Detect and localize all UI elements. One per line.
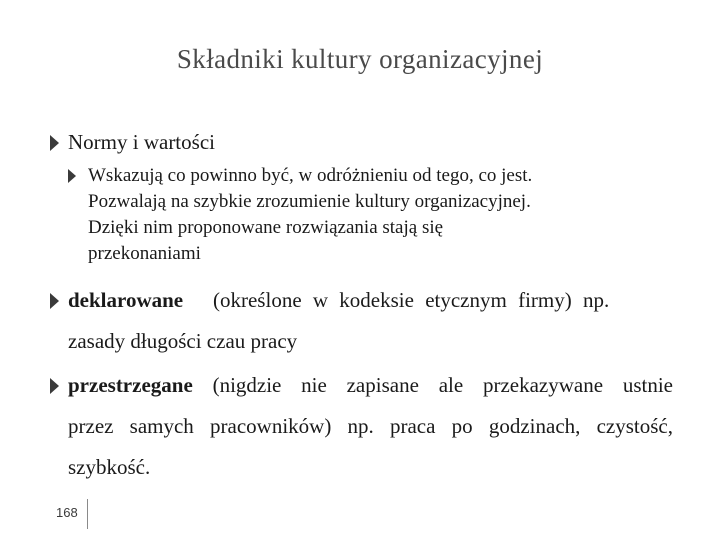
bullet-arrow-icon xyxy=(50,293,59,309)
bullet-line xyxy=(68,373,673,398)
bullet-arrow-icon xyxy=(50,378,59,394)
bullet-line-rest: (określone w kodeksie etycznym firmy) np. xyxy=(213,288,610,312)
bullet-arrow-icon xyxy=(50,135,59,151)
sub-bullet-description xyxy=(68,163,663,267)
sub-bullet-line: Dzięki nim proponowane rozwiązania stają się xyxy=(88,217,444,238)
bullet-line: przez samych pracowników) np. praca po godzinach, czystość, xyxy=(68,414,673,438)
bullet-declared xyxy=(50,288,673,354)
bullet-bold-term: deklarowane xyxy=(68,288,184,312)
bullet-line: zasady długości czau pracy xyxy=(68,329,298,353)
bullet-line: szybkość. xyxy=(68,455,151,479)
page-number: 168 xyxy=(56,505,78,520)
bullet-line xyxy=(68,288,673,313)
bullet-line-rest: (nigdzie nie zapisane ale przekazywane ustnie xyxy=(212,373,673,397)
bullet-text xyxy=(68,373,673,480)
bullet-text: Normy i wartości xyxy=(68,130,215,154)
slide-title: Składniki kultury organizacyjnej xyxy=(176,44,544,74)
sub-bullet-text xyxy=(88,163,663,267)
bullet-bold-term: przestrzegane xyxy=(68,373,193,397)
bullet-text xyxy=(68,288,673,354)
page-number-divider xyxy=(87,499,88,529)
sub-bullet-arrow-icon xyxy=(68,169,76,183)
sub-bullet-line: przekonaniami xyxy=(88,243,201,264)
sub-bullet-line: Wskazują co powinno być, w odróżnieniu od tego, co jest. xyxy=(88,165,533,186)
sub-bullet-line: Pozwalają na szybkie zrozumienie kultury organizacyjnej. xyxy=(88,191,531,212)
bullet-norms xyxy=(50,130,215,155)
bullet-observed xyxy=(50,373,673,480)
